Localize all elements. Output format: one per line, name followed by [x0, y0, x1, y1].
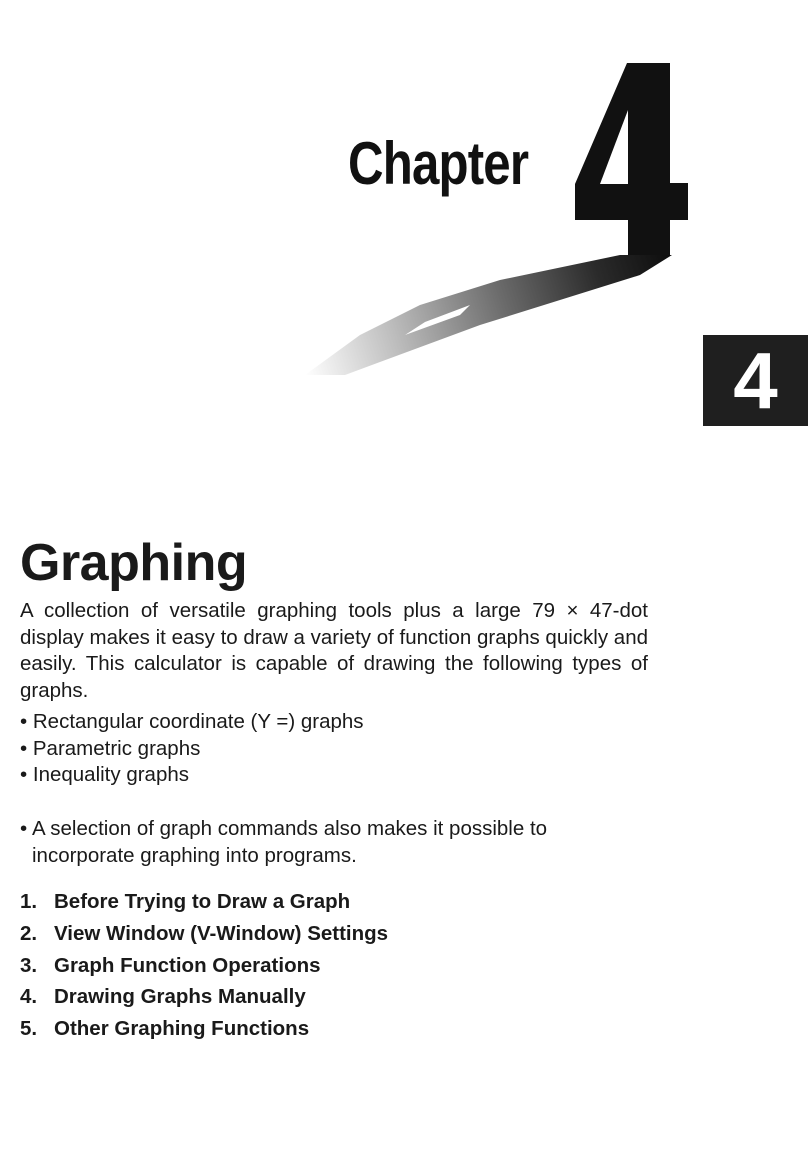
contents-number: 4. [20, 985, 38, 1009]
numeral-shadow [305, 255, 672, 375]
chapter-contents [20, 886, 388, 1045]
contents-number: 2. [20, 921, 38, 945]
intro-paragraph: A collection of versatile graphing tools plus a large 79 × 47-dot display makes it easy to draw a variety of function graphs quickly and easily. This calculator is capable of drawing the following types of graphs. [20, 599, 648, 702]
contents-number: 1. [20, 890, 38, 913]
contents-item[interactable] [20, 950, 388, 982]
chapter-label: Chapter [348, 130, 529, 197]
contents-label: Before Trying to Draw a Graph [54, 890, 351, 913]
contents-label: Other Graphing Functions [54, 1017, 310, 1041]
contents-number: 5. [20, 1017, 38, 1041]
bullet: • [20, 817, 28, 840]
contents-label: View Window (V-Window) Settings [54, 921, 389, 945]
list-item: • Inequality graphs [20, 762, 364, 789]
contents-label: Drawing Graphs Manually [54, 985, 306, 1009]
chapter-tab: 4 [703, 335, 808, 426]
contents-item[interactable] [20, 886, 388, 918]
list-item: • Rectangular coordinate (Y =) graphs [20, 709, 364, 736]
list-item: • Parametric graphs [20, 736, 364, 763]
page-title: Graphing [20, 534, 248, 592]
contents-item[interactable] [20, 981, 388, 1013]
contents-item[interactable] [20, 1013, 388, 1045]
contents-item[interactable] [20, 918, 388, 950]
graph-types-list [20, 709, 364, 789]
contents-number: 3. [20, 953, 38, 977]
contents-label: Graph Function Operations [54, 953, 321, 977]
chapter-number-graphic [0, 0, 808, 460]
programs-note [20, 816, 648, 869]
large-numeral-four [575, 63, 688, 255]
note-text: A selection of graph commands also makes it possible to incorporate graphing into programs. [32, 817, 548, 867]
